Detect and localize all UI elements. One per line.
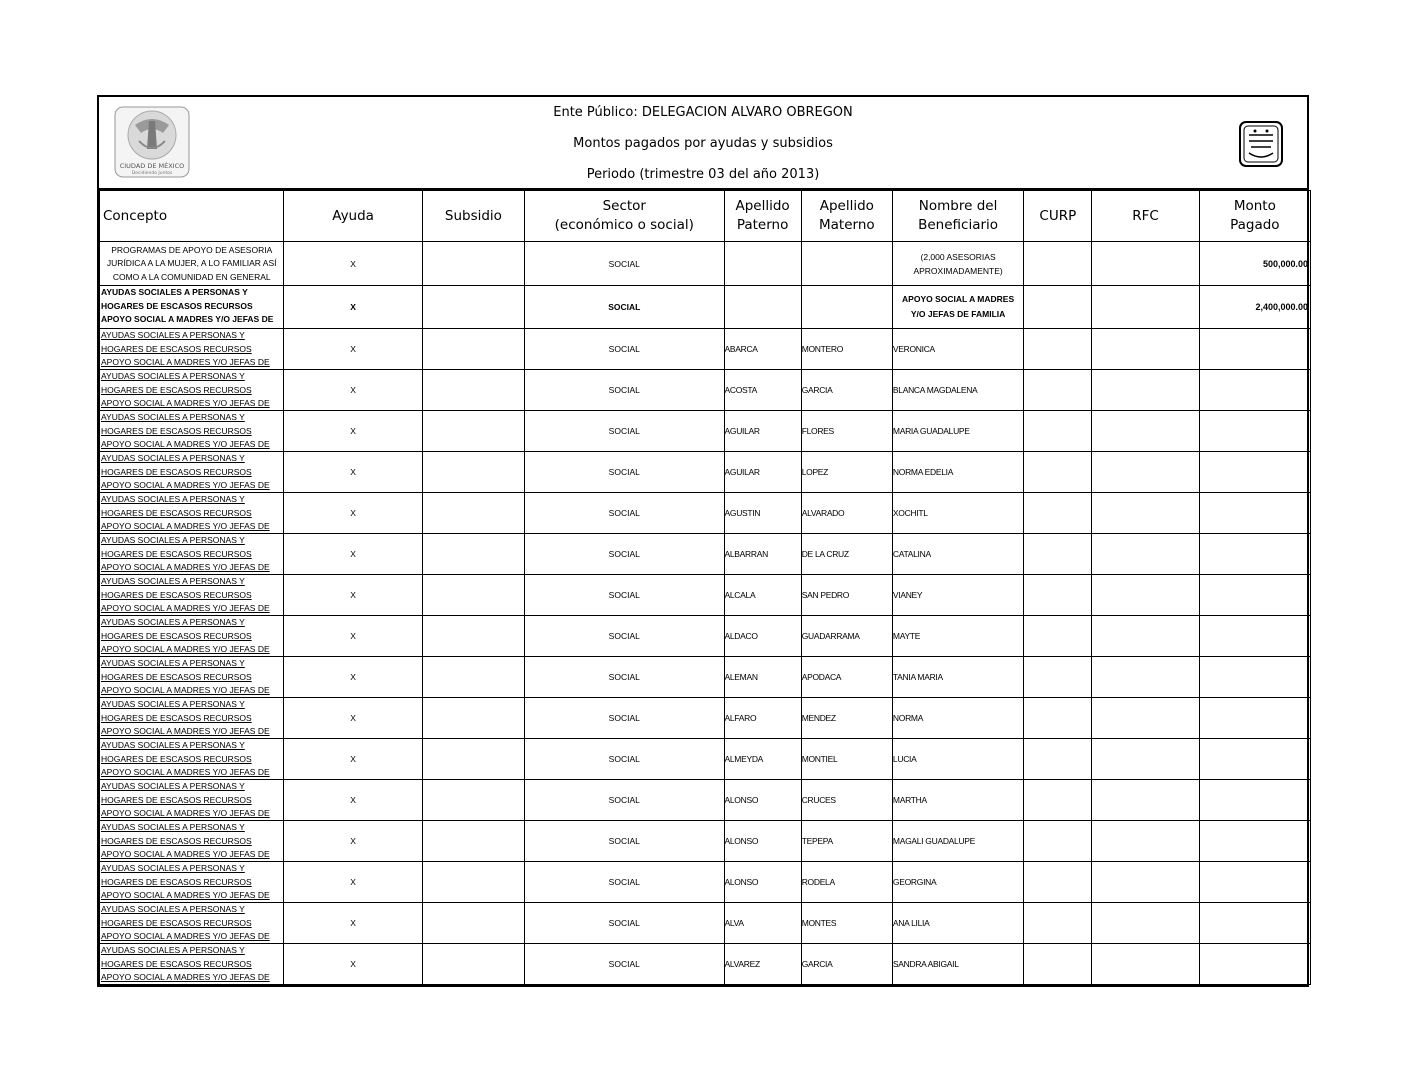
row-rfc — [1092, 370, 1199, 411]
row-rfc — [1092, 575, 1199, 616]
report-subtitle: Montos pagados por ayudas y subsidios — [573, 136, 833, 151]
row-materno: MONTERO — [801, 329, 892, 370]
row-nombre: LUCIA — [892, 739, 1023, 780]
row-nombre: GEORGINA — [892, 862, 1023, 903]
row-concepto: AYUDAS SOCIALES A PERSONAS Y HOGARES DE ESCASOS RECURSOS APOYO SOCIAL A MADRES Y/O JEFAS DE — [100, 575, 284, 616]
row-ayuda: X — [284, 286, 422, 329]
table-container — [97, 190, 1309, 987]
col-nombre: Nombre del Beneficiario — [892, 191, 1023, 242]
table-row — [100, 616, 1311, 657]
row-rfc — [1092, 452, 1199, 493]
row-subsidio — [422, 493, 524, 534]
table-row — [100, 862, 1311, 903]
row-ayuda: X — [284, 493, 422, 534]
row-monto — [1199, 616, 1310, 657]
row-curp — [1024, 657, 1092, 698]
report-sheet — [97, 95, 1309, 987]
row-paterno: ALCALA — [724, 575, 801, 616]
row-nombre: ANA LILIA — [892, 903, 1023, 944]
table-body — [100, 242, 1311, 985]
row-monto — [1199, 821, 1310, 862]
row-concepto: PROGRAMAS DE APOYO DE ASESORIA JURÍDICA A LA MUJER, A LO FAMILIAR ASÍ COMO A LA COMUNIDAD EN GENERAL — [100, 242, 284, 286]
row-materno: MENDEZ — [801, 698, 892, 739]
row-sector: SOCIAL — [525, 370, 724, 411]
row-subsidio — [422, 242, 524, 286]
row-materno: GARCIA — [801, 370, 892, 411]
row-nombre: MAYTE — [892, 616, 1023, 657]
table-row — [100, 698, 1311, 739]
svg-text:Decidiendo Juntos: Decidiendo Juntos — [131, 171, 173, 176]
row-monto — [1199, 903, 1310, 944]
row-rfc — [1092, 698, 1199, 739]
row-sector: SOCIAL — [525, 242, 724, 286]
row-subsidio — [422, 821, 524, 862]
row-subsidio — [422, 286, 524, 329]
row-paterno: ALVAREZ — [724, 944, 801, 985]
col-curp: CURP — [1024, 191, 1092, 242]
subsidies-table — [99, 190, 1311, 985]
row-subsidio — [422, 370, 524, 411]
table-row — [100, 903, 1311, 944]
col-ayuda: Ayuda — [284, 191, 422, 242]
row-paterno: ALMEYDA — [724, 739, 801, 780]
row-concepto: AYUDAS SOCIALES A PERSONAS Y HOGARES DE ESCASOS RECURSOS APOYO SOCIAL A MADRES Y/O JEFAS DE — [100, 329, 284, 370]
row-materno — [801, 286, 892, 329]
table-row — [100, 534, 1311, 575]
row-rfc — [1092, 657, 1199, 698]
row-materno: LOPEZ — [801, 452, 892, 493]
row-materno: TEPEPA — [801, 821, 892, 862]
table-row — [100, 739, 1311, 780]
svg-text:CIUDAD DE MÉXICO: CIUDAD DE MÉXICO — [119, 162, 185, 170]
row-monto — [1199, 370, 1310, 411]
row-paterno: AGUSTIN — [724, 493, 801, 534]
row-nombre: APOYO SOCIAL A MADRES Y/O JEFAS DE FAMILIA — [892, 286, 1023, 329]
row-curp — [1024, 286, 1092, 329]
entity-title: Ente Público: DELEGACION ALVARO OBREGON — [553, 105, 853, 120]
row-nombre: MARIA GUADALUPE — [892, 411, 1023, 452]
row-paterno: AGUILAR — [724, 411, 801, 452]
row-materno: RODELA — [801, 862, 892, 903]
row-rfc — [1092, 493, 1199, 534]
row-materno: GARCIA — [801, 944, 892, 985]
table-row — [100, 821, 1311, 862]
row-monto — [1199, 657, 1310, 698]
row-concepto: AYUDAS SOCIALES A PERSONAS Y HOGARES DE ESCASOS RECURSOS APOYO SOCIAL A MADRES Y/O JEFAS DE — [100, 739, 284, 780]
row-nombre: TANIA MARIA — [892, 657, 1023, 698]
row-paterno: ABARCA — [724, 329, 801, 370]
table-header-row — [100, 191, 1311, 242]
report-titles — [99, 97, 1307, 190]
row-subsidio — [422, 575, 524, 616]
row-paterno: ALONSO — [724, 821, 801, 862]
col-monto: Monto Pagado — [1199, 191, 1310, 242]
row-sector: SOCIAL — [525, 698, 724, 739]
report-period: Periodo (trimestre 03 del año 2013) — [586, 167, 820, 182]
row-subsidio — [422, 452, 524, 493]
row-curp — [1024, 329, 1092, 370]
row-materno: SAN PEDRO — [801, 575, 892, 616]
row-concepto: AYUDAS SOCIALES A PERSONAS Y HOGARES DE ESCASOS RECURSOS APOYO SOCIAL A MADRES Y/O JEFAS DE — [100, 903, 284, 944]
row-sector: SOCIAL — [525, 657, 724, 698]
row-curp — [1024, 821, 1092, 862]
report-header — [97, 95, 1309, 190]
table-row — [100, 493, 1311, 534]
row-sector: SOCIAL — [525, 329, 724, 370]
row-nombre: VERONICA — [892, 329, 1023, 370]
table-row — [100, 657, 1311, 698]
row-paterno: ALBARRAN — [724, 534, 801, 575]
row-curp — [1024, 242, 1092, 286]
row-rfc — [1092, 862, 1199, 903]
row-paterno: ACOSTA — [724, 370, 801, 411]
col-apellido-paterno: Apellido Paterno — [724, 191, 801, 242]
col-apellido-materno: Apellido Materno — [801, 191, 892, 242]
row-concepto: AYUDAS SOCIALES A PERSONAS Y HOGARES DE ESCASOS RECURSOS APOYO SOCIAL A MADRES Y/O JEFAS DE — [100, 493, 284, 534]
row-concepto: AYUDAS SOCIALES A PERSONAS Y HOGARES DE ESCASOS RECURSOS APOYO SOCIAL A MADRES Y/O JEFAS DE — [100, 286, 284, 329]
row-curp — [1024, 575, 1092, 616]
table-row — [100, 780, 1311, 821]
row-concepto: AYUDAS SOCIALES A PERSONAS Y HOGARES DE ESCASOS RECURSOS APOYO SOCIAL A MADRES Y/O JEFAS DE — [100, 534, 284, 575]
row-nombre: BLANCA MAGDALENA — [892, 370, 1023, 411]
row-rfc — [1092, 616, 1199, 657]
row-ayuda: X — [284, 862, 422, 903]
row-curp — [1024, 739, 1092, 780]
row-monto — [1199, 411, 1310, 452]
row-curp — [1024, 493, 1092, 534]
col-subsidio: Subsidio — [422, 191, 524, 242]
row-paterno: ALONSO — [724, 862, 801, 903]
row-ayuda: X — [284, 411, 422, 452]
row-nombre: XOCHITL — [892, 493, 1023, 534]
row-curp — [1024, 370, 1092, 411]
row-monto — [1199, 493, 1310, 534]
row-rfc — [1092, 903, 1199, 944]
col-concepto: Concepto — [100, 191, 284, 242]
row-materno: MONTIEL — [801, 739, 892, 780]
row-subsidio — [422, 411, 524, 452]
row-subsidio — [422, 698, 524, 739]
row-monto: 2,400,000.00 — [1199, 286, 1310, 329]
row-materno: DE LA CRUZ — [801, 534, 892, 575]
row-ayuda: X — [284, 821, 422, 862]
row-rfc — [1092, 739, 1199, 780]
row-monto — [1199, 452, 1310, 493]
row-sector: SOCIAL — [525, 411, 724, 452]
row-sector: SOCIAL — [525, 534, 724, 575]
row-sector: SOCIAL — [525, 862, 724, 903]
row-subsidio — [422, 657, 524, 698]
table-row — [100, 370, 1311, 411]
row-subsidio — [422, 616, 524, 657]
row-nombre: (2,000 ASESORIAS APROXIMADAMENTE) — [892, 242, 1023, 286]
row-sector: SOCIAL — [525, 903, 724, 944]
row-subsidio — [422, 944, 524, 985]
row-nombre: MARTHA — [892, 780, 1023, 821]
row-monto — [1199, 780, 1310, 821]
row-rfc — [1092, 821, 1199, 862]
row-materno: MONTES — [801, 903, 892, 944]
row-monto — [1199, 698, 1310, 739]
row-sector: SOCIAL — [525, 944, 724, 985]
row-rfc — [1092, 944, 1199, 985]
row-ayuda: X — [284, 657, 422, 698]
row-subsidio — [422, 534, 524, 575]
row-curp — [1024, 452, 1092, 493]
row-paterno: ALONSO — [724, 780, 801, 821]
row-ayuda: X — [284, 903, 422, 944]
delegacion-seal-icon — [1239, 121, 1283, 167]
col-sector: Sector (económico o social) — [525, 191, 724, 242]
row-nombre: SANDRA ABIGAIL — [892, 944, 1023, 985]
row-sector: SOCIAL — [525, 286, 724, 329]
row-subsidio — [422, 903, 524, 944]
row-monto — [1199, 534, 1310, 575]
row-sector: SOCIAL — [525, 575, 724, 616]
row-curp — [1024, 903, 1092, 944]
row-nombre: VIANEY — [892, 575, 1023, 616]
row-concepto: AYUDAS SOCIALES A PERSONAS Y HOGARES DE ESCASOS RECURSOS APOYO SOCIAL A MADRES Y/O JEFAS DE — [100, 452, 284, 493]
row-materno: GUADARRAMA — [801, 616, 892, 657]
row-concepto: AYUDAS SOCIALES A PERSONAS Y HOGARES DE ESCASOS RECURSOS APOYO SOCIAL A MADRES Y/O JEFAS DE — [100, 780, 284, 821]
row-paterno — [724, 242, 801, 286]
row-materno: FLORES — [801, 411, 892, 452]
row-curp — [1024, 534, 1092, 575]
row-subsidio — [422, 780, 524, 821]
row-rfc — [1092, 329, 1199, 370]
row-ayuda: X — [284, 329, 422, 370]
row-concepto: AYUDAS SOCIALES A PERSONAS Y HOGARES DE ESCASOS RECURSOS APOYO SOCIAL A MADRES Y/O JEFAS DE — [100, 616, 284, 657]
row-ayuda: X — [284, 944, 422, 985]
row-rfc — [1092, 286, 1199, 329]
row-concepto: AYUDAS SOCIALES A PERSONAS Y HOGARES DE ESCASOS RECURSOS APOYO SOCIAL A MADRES Y/O JEFAS DE — [100, 944, 284, 985]
row-concepto: AYUDAS SOCIALES A PERSONAS Y HOGARES DE ESCASOS RECURSOS APOYO SOCIAL A MADRES Y/O JEFAS DE — [100, 657, 284, 698]
row-ayuda: X — [284, 242, 422, 286]
row-nombre: NORMA — [892, 698, 1023, 739]
row-ayuda: X — [284, 370, 422, 411]
row-ayuda: X — [284, 575, 422, 616]
row-curp — [1024, 780, 1092, 821]
row-rfc — [1092, 534, 1199, 575]
row-monto — [1199, 329, 1310, 370]
row-monto: 500,000.00 — [1199, 242, 1310, 286]
row-nombre: CATALINA — [892, 534, 1023, 575]
row-sector: SOCIAL — [525, 739, 724, 780]
row-concepto: AYUDAS SOCIALES A PERSONAS Y HOGARES DE ESCASOS RECURSOS APOYO SOCIAL A MADRES Y/O JEFAS DE — [100, 411, 284, 452]
row-materno: CRUCES — [801, 780, 892, 821]
row-sector: SOCIAL — [525, 493, 724, 534]
row-concepto: AYUDAS SOCIALES A PERSONAS Y HOGARES DE ESCASOS RECURSOS APOYO SOCIAL A MADRES Y/O JEFAS DE — [100, 821, 284, 862]
row-ayuda: X — [284, 780, 422, 821]
row-ayuda: X — [284, 739, 422, 780]
row-curp — [1024, 698, 1092, 739]
row-materno: ALVARADO — [801, 493, 892, 534]
row-monto — [1199, 944, 1310, 985]
row-ayuda: X — [284, 534, 422, 575]
row-curp — [1024, 411, 1092, 452]
row-sector: SOCIAL — [525, 780, 724, 821]
row-subsidio — [422, 329, 524, 370]
row-concepto: AYUDAS SOCIALES A PERSONAS Y HOGARES DE ESCASOS RECURSOS APOYO SOCIAL A MADRES Y/O JEFAS DE — [100, 698, 284, 739]
row-concepto: AYUDAS SOCIALES A PERSONAS Y HOGARES DE ESCASOS RECURSOS APOYO SOCIAL A MADRES Y/O JEFAS DE — [100, 862, 284, 903]
row-ayuda: X — [284, 452, 422, 493]
row-curp — [1024, 862, 1092, 903]
table-row — [100, 411, 1311, 452]
row-rfc — [1092, 780, 1199, 821]
col-rfc: RFC — [1092, 191, 1199, 242]
row-paterno: ALEMAN — [724, 657, 801, 698]
row-paterno — [724, 286, 801, 329]
row-paterno: ALFARO — [724, 698, 801, 739]
row-sector: SOCIAL — [525, 821, 724, 862]
row-sector: SOCIAL — [525, 452, 724, 493]
row-rfc — [1092, 242, 1199, 286]
row-rfc — [1092, 411, 1199, 452]
row-materno: APODACA — [801, 657, 892, 698]
row-curp — [1024, 944, 1092, 985]
summary-row-asesoria — [100, 242, 1311, 286]
table-row — [100, 944, 1311, 985]
row-monto — [1199, 739, 1310, 780]
row-materno — [801, 242, 892, 286]
row-monto — [1199, 862, 1310, 903]
row-paterno: ALVA — [724, 903, 801, 944]
table-row — [100, 329, 1311, 370]
row-ayuda: X — [284, 616, 422, 657]
row-curp — [1024, 616, 1092, 657]
row-ayuda: X — [284, 698, 422, 739]
table-row — [100, 452, 1311, 493]
row-paterno: AGUILAR — [724, 452, 801, 493]
row-monto — [1199, 575, 1310, 616]
row-nombre: MAGALI GUADALUPE — [892, 821, 1023, 862]
table-row — [100, 575, 1311, 616]
row-subsidio — [422, 862, 524, 903]
row-nombre: NORMA EDELIA — [892, 452, 1023, 493]
row-subsidio — [422, 739, 524, 780]
row-sector: SOCIAL — [525, 616, 724, 657]
row-concepto: AYUDAS SOCIALES A PERSONAS Y HOGARES DE ESCASOS RECURSOS APOYO SOCIAL A MADRES Y/O JEFAS DE — [100, 370, 284, 411]
summary-row-apoyo-madres — [100, 286, 1311, 329]
row-paterno: ALDACO — [724, 616, 801, 657]
